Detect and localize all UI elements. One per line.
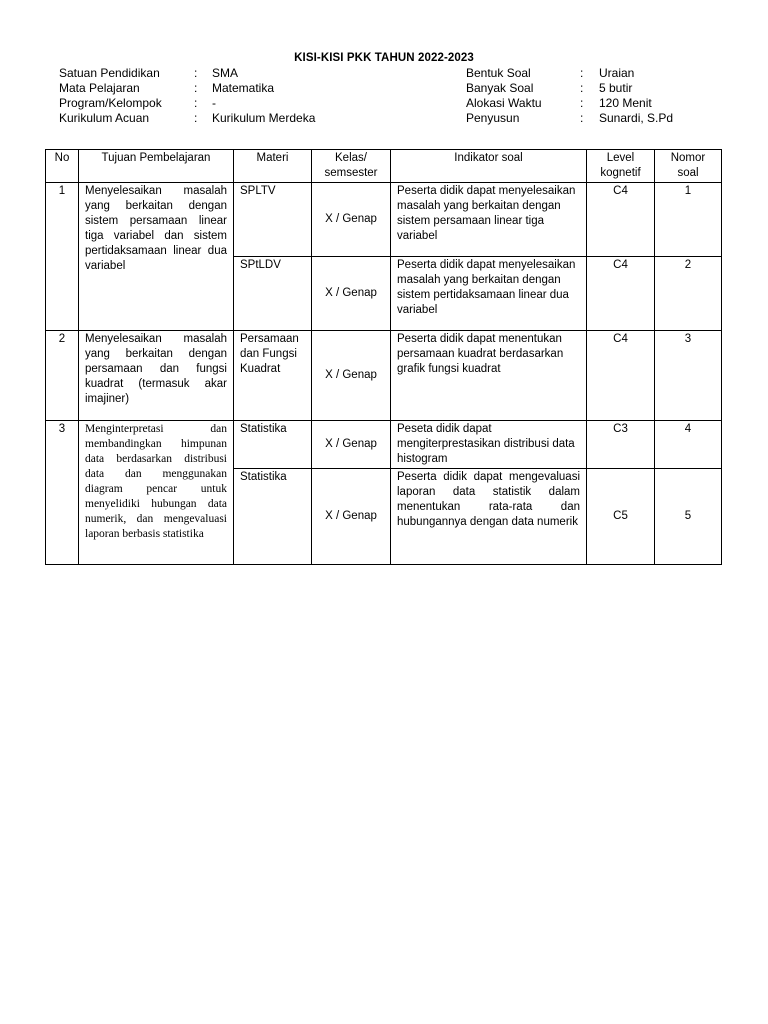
cell-nomor: 2: [655, 257, 722, 331]
cell-nomor: 5: [655, 469, 722, 565]
cell-level: C3: [587, 421, 655, 469]
meta-label: Banyak Soal: [466, 81, 534, 95]
cell-kelas: X / Genap: [312, 469, 391, 565]
cell-materi: SPLTV: [234, 183, 312, 257]
cell-materi: Statistika: [234, 421, 312, 469]
meta-row-program-kelompok: [59, 96, 315, 111]
meta-label: Satuan Pendidikan: [59, 66, 160, 80]
table-row: [46, 331, 722, 421]
meta-value: -: [212, 96, 216, 110]
meta-value: 120 Menit: [599, 96, 652, 110]
cell-tujuan: Menyelesaikan masalah yang berkaitan dengan sistem persamaan linear tiga variabel dan sistem pertidaksamaan linear dua variabel: [79, 183, 234, 331]
meta-row-penyusun: [466, 111, 673, 126]
meta-colon: :: [580, 111, 584, 125]
meta-row-mata-pelajaran: [59, 81, 315, 96]
table-row: [46, 421, 722, 469]
header-level: Level kognetif: [587, 150, 655, 183]
cell-nomor: 1: [655, 183, 722, 257]
meta-value: 5 butir: [599, 81, 633, 95]
cell-level: C4: [587, 331, 655, 421]
cell-no: 2: [46, 331, 79, 421]
meta-label: Mata Pelajaran: [59, 81, 140, 95]
table-row: [46, 183, 722, 257]
cell-level: C4: [587, 257, 655, 331]
cell-no: 3: [46, 421, 79, 565]
cell-kelas: X / Genap: [312, 257, 391, 331]
cell-kelas: X / Genap: [312, 421, 391, 469]
meta-label: Bentuk Soal: [466, 66, 531, 80]
header-nomor: Nomor soal: [655, 150, 722, 183]
header-no: No: [46, 150, 79, 183]
meta-row-kurikulum-acuan: [59, 111, 315, 126]
meta-row-banyak-soal: [466, 81, 673, 96]
cell-tujuan: Menyelesaikan masalah yang berkaitan dengan persamaan dan fungsi kuadrat (termasuk akar imajiner): [79, 331, 234, 421]
header-indikator: Indikator soal: [391, 150, 587, 183]
meta-value: Matematika: [212, 81, 275, 95]
table-header-row: [46, 150, 722, 183]
cell-materi: SPtLDV: [234, 257, 312, 331]
cell-indikator: Peseta didik dapat mengiterprestasikan distribusi data histogram: [391, 421, 587, 469]
cell-indikator: Peserta didik dapat mengevaluasi laporan data statistik dalam menentukan rata-rata dan hubungannya dengan data numerik: [391, 469, 587, 565]
meta-colon: :: [194, 96, 198, 110]
cell-materi: Persamaan dan Fungsi Kuadrat: [234, 331, 312, 421]
meta-value: Uraian: [599, 66, 635, 80]
header-kelas: Kelas/ semsester: [312, 150, 391, 183]
cell-nomor: 4: [655, 421, 722, 469]
cell-level: C4: [587, 183, 655, 257]
cell-kelas: X / Genap: [312, 183, 391, 257]
meta-colon: :: [194, 81, 198, 95]
cell-kelas: X / Genap: [312, 331, 391, 421]
cell-nomor: 3: [655, 331, 722, 421]
meta-colon: :: [194, 66, 198, 80]
meta-colon: :: [580, 96, 584, 110]
header-materi: Materi: [234, 150, 312, 183]
cell-indikator: Peserta didik dapat menentukan persamaan kuadrat berdasarkan grafik fungsi kuadrat: [391, 331, 587, 421]
header-tujuan: Tujuan Pembelajaran: [79, 150, 234, 183]
meta-row-bentuk-soal: [466, 66, 673, 81]
meta-label: Program/Kelompok: [59, 96, 162, 110]
cell-no: 1: [46, 183, 79, 331]
meta-value: Sunardi, S.Pd: [599, 111, 674, 125]
cell-tujuan: Menginterpretasi dan membandingkan himpunan data berdasarkan distribusi data dan menggunakan diagram pencar untuk menyelidiki hubungan data numerik, dan mengevaluasi laporan berbasis statistika: [79, 421, 234, 565]
meta-label: Penyusun: [466, 111, 520, 125]
meta-colon: :: [580, 81, 584, 95]
meta-colon: :: [194, 111, 198, 125]
cell-materi: Statistika: [234, 469, 312, 565]
kisi-kisi-table: [45, 149, 722, 565]
meta-label: Alokasi Waktu: [466, 96, 542, 110]
meta-right: [466, 66, 673, 126]
meta-value: SMA: [212, 66, 239, 80]
meta-row-alokasi-waktu: [466, 96, 673, 111]
meta-value: Kurikulum Merdeka: [212, 111, 316, 125]
meta-colon: :: [580, 66, 584, 80]
meta-left: [59, 66, 315, 126]
cell-indikator: Peserta didik dapat menyelesaikan masalah yang berkaitan dengan sistem persamaan linear tiga variabel: [391, 183, 587, 257]
cell-indikator: Peserta didik dapat menyelesaikan masalah yang berkaitan dengan sistem pertidaksamaan linear dua variabel: [391, 257, 587, 331]
cell-level: C5: [587, 469, 655, 565]
document-title: KISI-KISI PKK TAHUN 2022-2023: [294, 52, 474, 64]
meta-label: Kurikulum Acuan: [59, 111, 150, 125]
meta-row-satuan-pendidikan: [59, 66, 315, 81]
